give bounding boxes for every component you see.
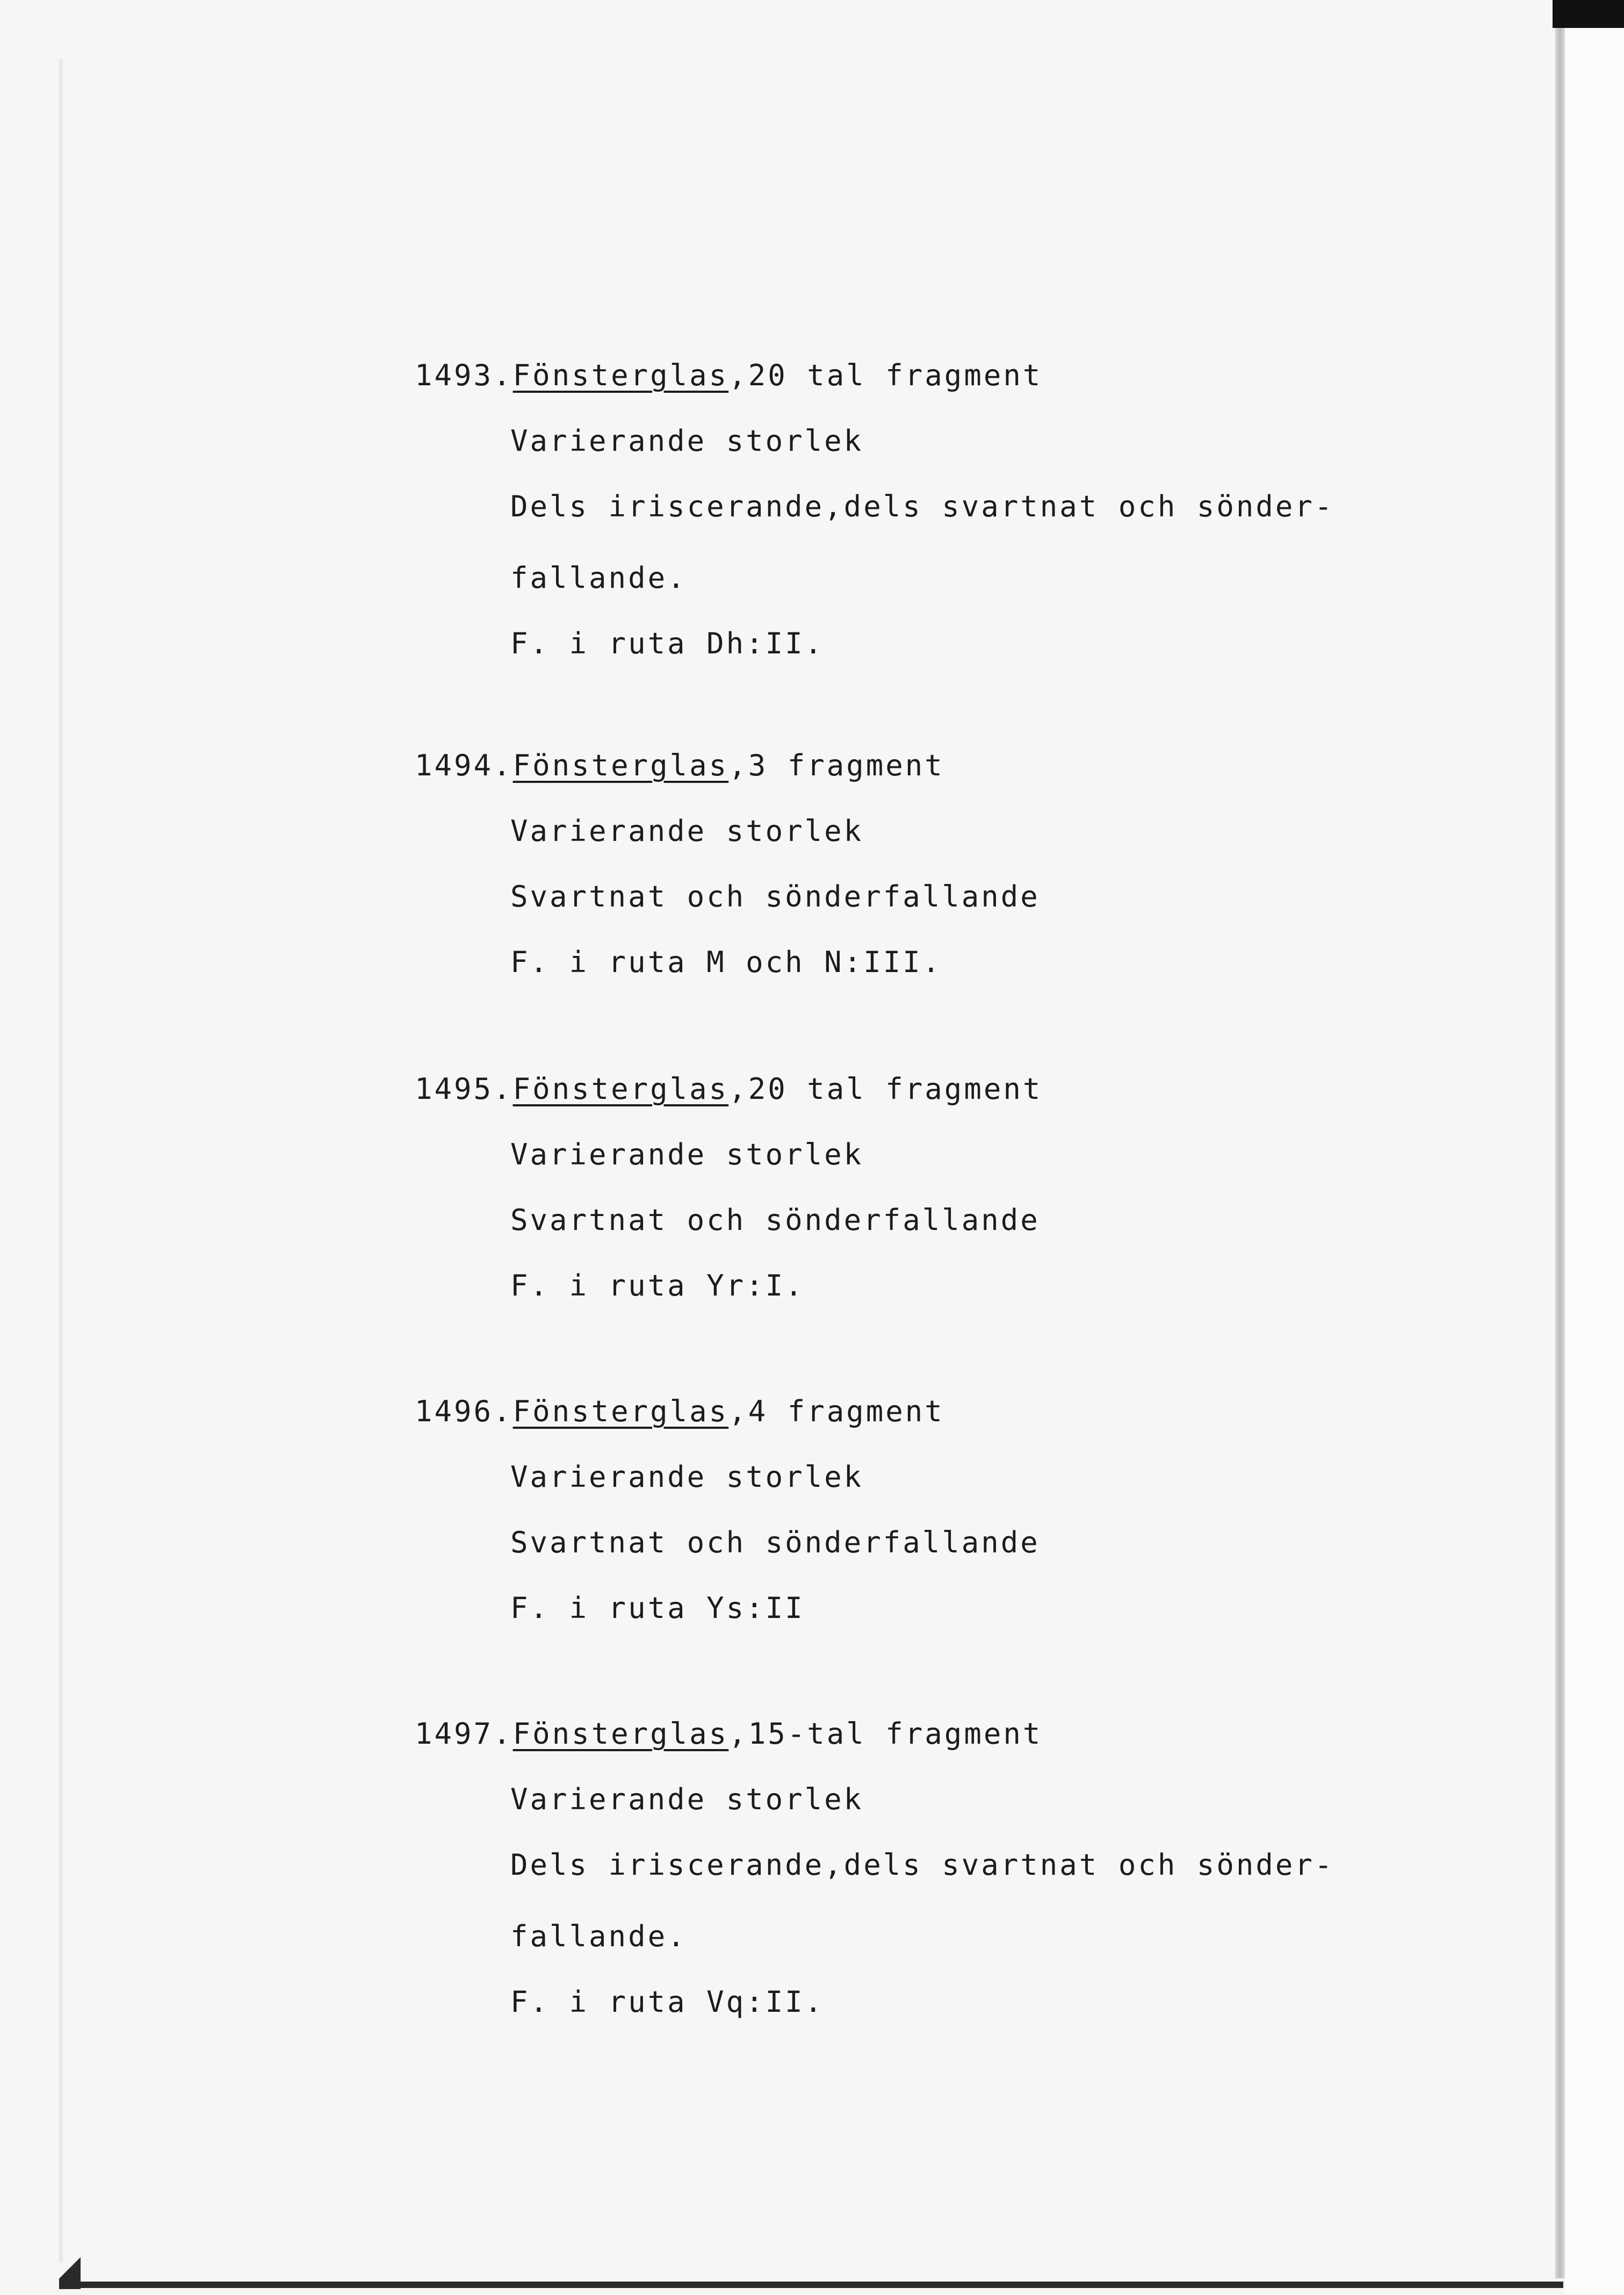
entry-line: F. i ruta Vq:II. xyxy=(510,1985,825,2019)
entry-heading xyxy=(415,1072,1477,1140)
catalog-entry xyxy=(415,749,1477,1013)
scan-bottom-corner xyxy=(59,2257,81,2289)
entry-heading xyxy=(415,751,1477,817)
scan-left-edge xyxy=(59,59,63,2262)
entry-line: F. i ruta Dh:II. xyxy=(510,627,825,660)
entry-line: Dels iriscerande,dels svartnat och sönder- xyxy=(510,1848,1334,1882)
entry-name: Fönsterglas xyxy=(513,1717,729,1751)
catalog-entry xyxy=(415,1072,1477,1337)
entry-line: fallande. xyxy=(510,561,687,595)
entry-count: ,4 fragment xyxy=(728,1394,944,1428)
entry-count: ,3 fragment xyxy=(728,749,944,782)
entry-line: Svartnat och sönderfallande xyxy=(510,1203,1040,1237)
entry-line: Varierande storlek xyxy=(510,1460,864,1494)
entry-name: Fönsterglas xyxy=(513,1072,729,1106)
entry-line: Dels iriscerande,dels svartnat och sönder- xyxy=(510,490,1334,523)
catalog-entry xyxy=(415,358,1477,695)
entry-heading xyxy=(415,1717,1477,1785)
entry-line: Svartnat och sönderfallande xyxy=(510,1526,1040,1559)
catalog-entry xyxy=(415,1394,1477,1659)
entry-line: Varierande storlek xyxy=(510,1138,864,1171)
entry-count: ,15-tal fragment xyxy=(728,1717,1043,1751)
entry-number: 1497. xyxy=(415,1717,513,1751)
entry-line: Svartnat och sönderfallande xyxy=(510,880,1040,913)
entry-line: Varierande storlek xyxy=(510,424,864,458)
entry-name: Fönsterglas xyxy=(513,358,729,392)
entry-line: F. i ruta Yr:I. xyxy=(510,1269,805,1303)
entry-heading xyxy=(415,1394,1477,1463)
scan-right-margin xyxy=(1565,0,1624,2295)
catalog-entry xyxy=(415,1717,1477,2053)
entry-line: Varierande storlek xyxy=(510,1782,864,1816)
entry-number: 1496. xyxy=(415,1394,513,1428)
entry-line: Varierande storlek xyxy=(510,814,864,848)
entry-number: 1493. xyxy=(415,358,513,392)
scan-corner-tab xyxy=(1553,0,1624,28)
entry-line: F. i ruta M och N:III. xyxy=(510,945,942,979)
entry-count: ,20 tal fragment xyxy=(728,1072,1043,1106)
entry-number: 1494. xyxy=(415,749,513,782)
entry-name: Fönsterglas xyxy=(513,749,729,782)
entry-count: ,20 tal fragment xyxy=(728,358,1043,392)
entry-name: Fönsterglas xyxy=(513,1394,729,1428)
scan-bottom-edge xyxy=(75,2282,1563,2288)
entry-number: 1495. xyxy=(415,1072,513,1106)
entry-line: F. i ruta Ys:II xyxy=(510,1591,805,1625)
entry-heading xyxy=(415,358,1477,427)
scan-right-edge xyxy=(1555,21,1565,2278)
entry-line: fallande. xyxy=(510,1919,687,1953)
